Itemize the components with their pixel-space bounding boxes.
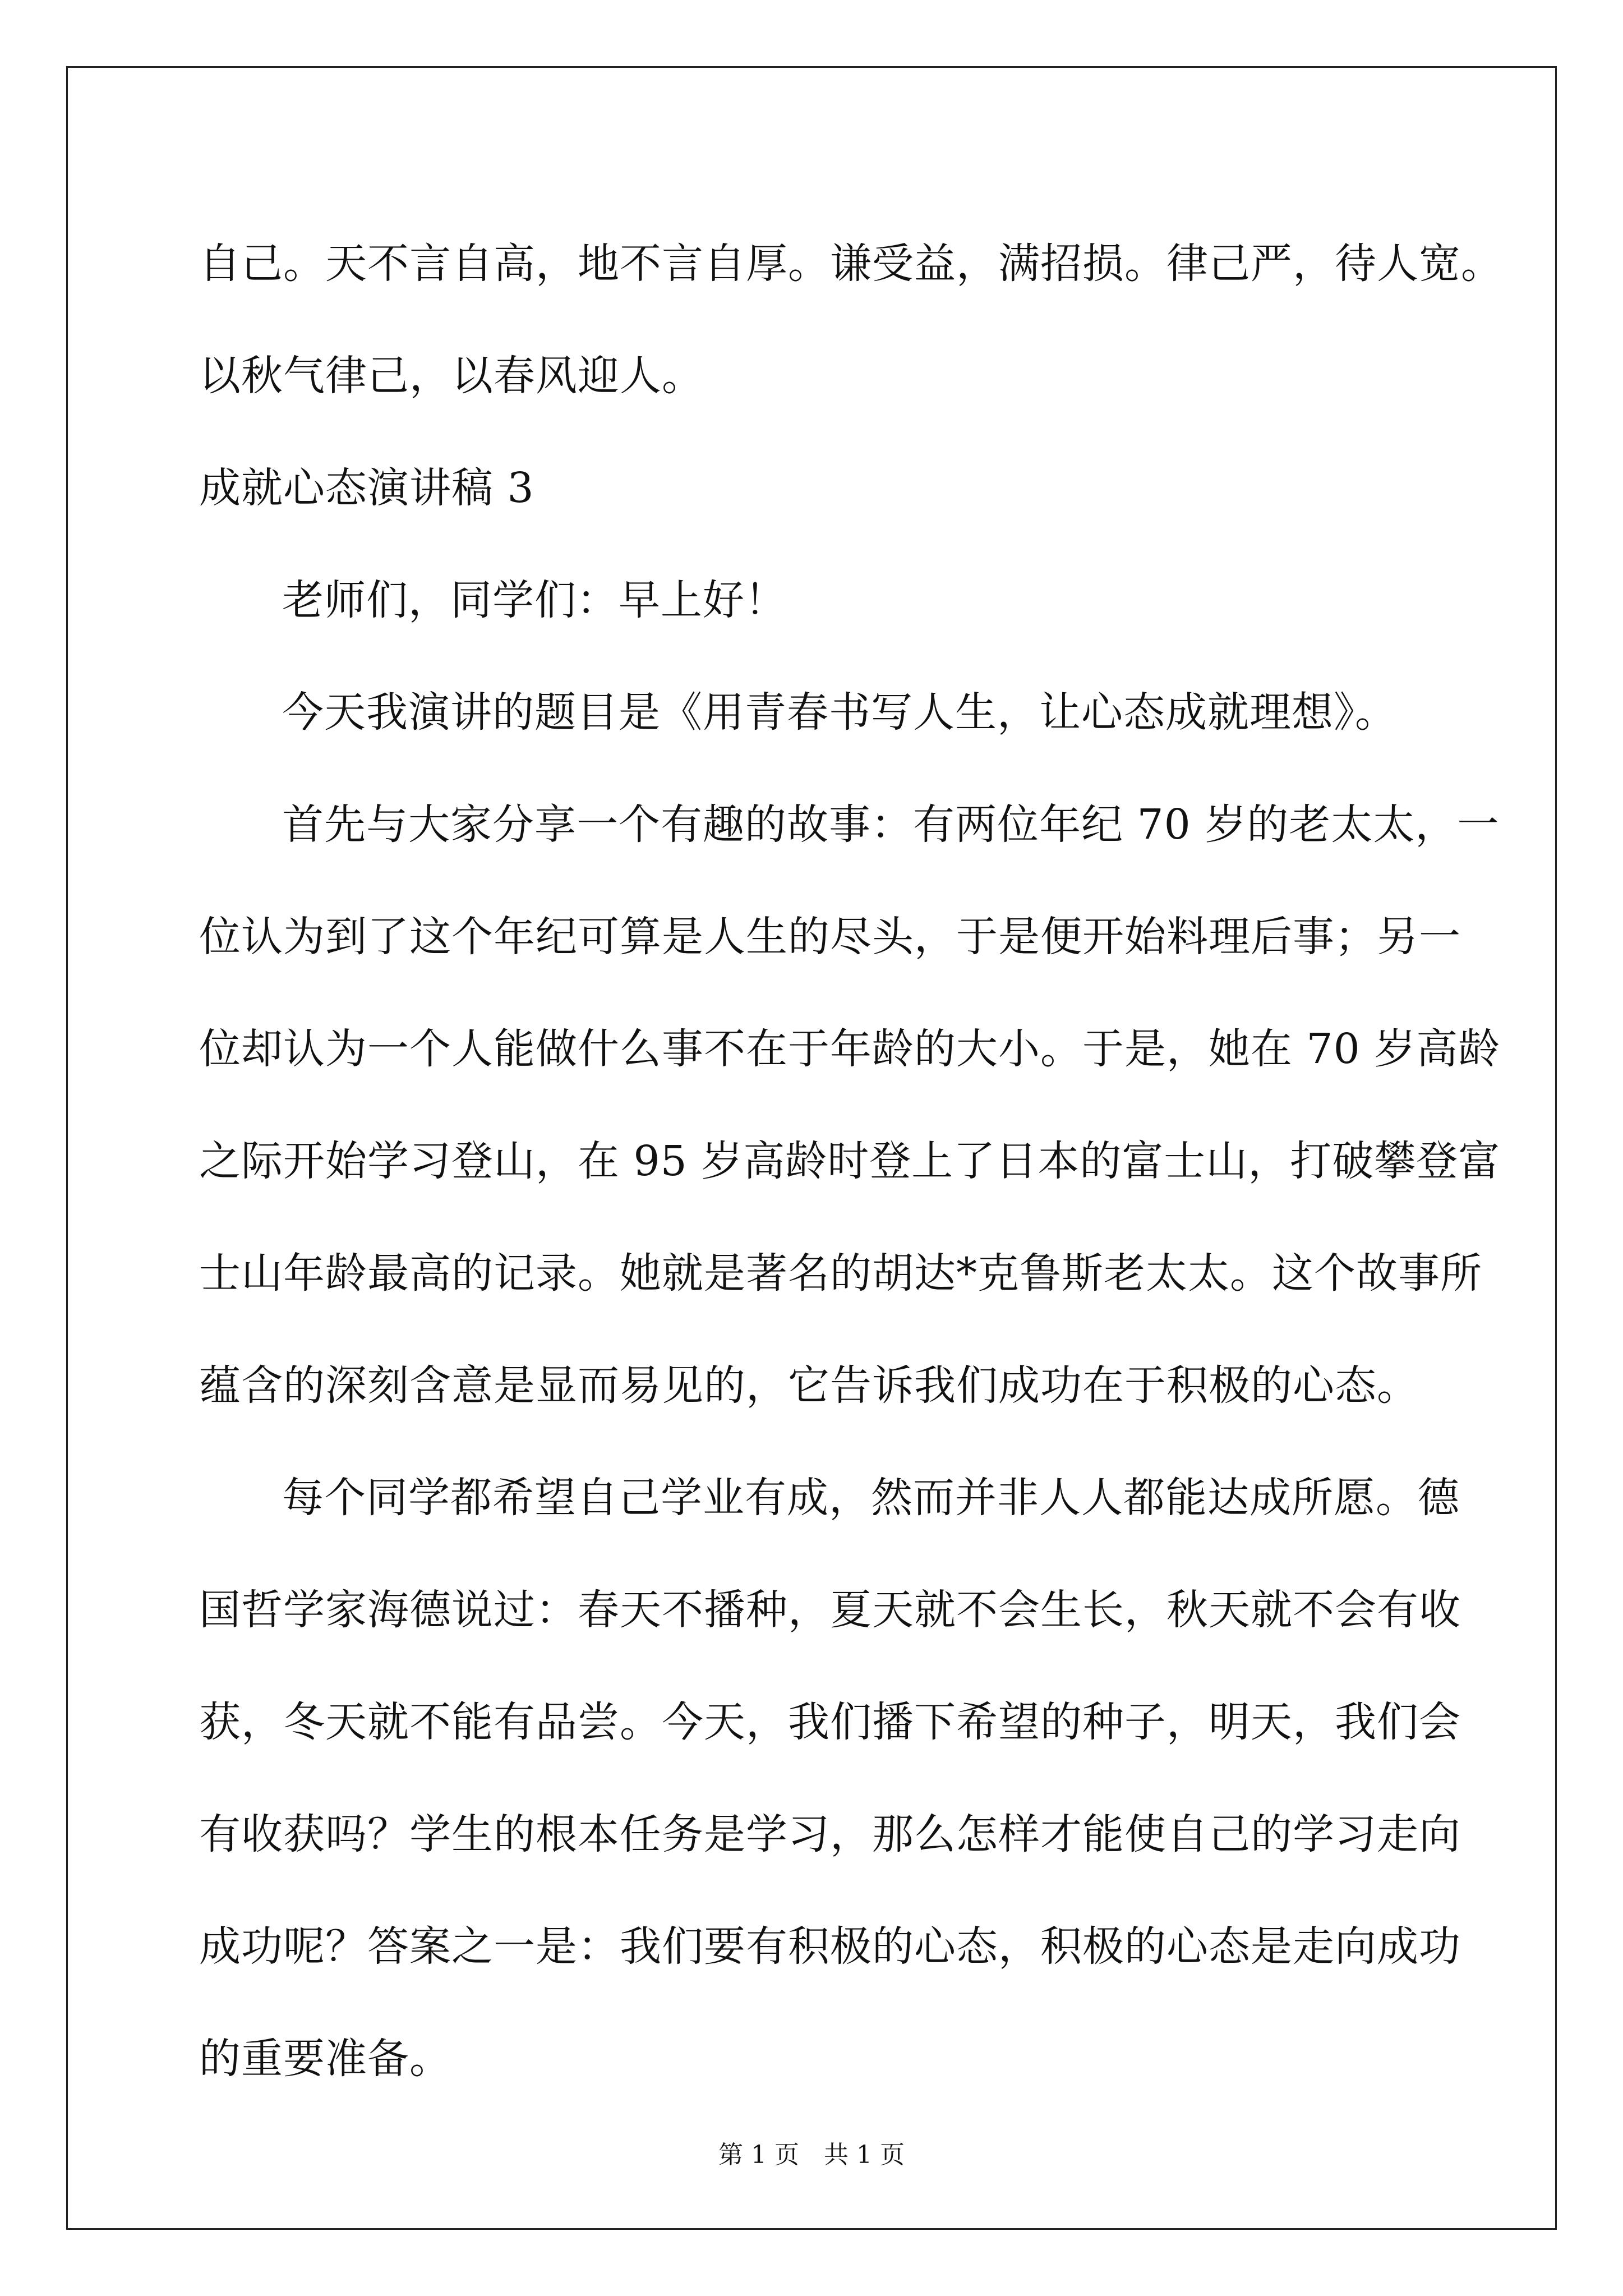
text-line: 获，冬天就不能有品尝。今天，我们播下希望的种子，明天，我们会 [199,1698,1461,1746]
text-line: 之际开始学习登山，在 95 岁高龄时登上了日本的富士山，打破攀登富 [199,1137,1501,1185]
text-line: 士山年龄最高的记录。她就是著名的胡达*克鲁斯老太太。这个故事所 [199,1249,1482,1297]
document-body [199,208,1503,2115]
text-line: 蕴含的深刻含意是显而易见的，它告诉我们成功在于积极的心态。 [199,1361,1419,1410]
section-title: 成就心态演讲稿 3 [199,464,534,512]
text-line: 成功呢？答案之一是：我们要有积极的心态，积极的心态是走向成功 [199,1922,1461,1971]
page-footer: 第 1 页 共 1 页 [718,2141,905,2169]
text-line: 的重要准备。 [199,2035,451,2083]
text-line: 首先与大家分享一个有趣的故事：有两位年纪 70 岁的老太太，一 [282,800,1500,849]
text-line: 国哲学家海德说过：春天不播种，夏天就不会生长，秋天就不会有收 [199,1586,1461,1634]
text-line: 有收获吗？学生的根本任务是学习，那么怎样才能使自己的学习走向 [199,1810,1461,1858]
text-line: 自己。天不言自高，地不言自厚。谦受益，满招损。律己严，待人宽。 [199,240,1503,288]
text-line: 今天我演讲的题目是《用青春书写人生，让心态成就理想》。 [282,688,1397,737]
text-line: 位认为到了这个年纪可算是人生的尽头，于是便开始料理后事；另一 [199,913,1461,961]
greeting-line: 老师们，同学们：早上好！ [282,576,787,624]
text-line: 每个同学都希望自己学业有成，然而并非人人都能达成所愿。德 [282,1474,1460,1522]
text-line: 位却认为一个人能做什么事不在于年龄的大小。于是，她在 70 岁高龄 [199,1025,1501,1073]
text-line: 以秋气律己，以春风迎人。 [199,352,704,400]
